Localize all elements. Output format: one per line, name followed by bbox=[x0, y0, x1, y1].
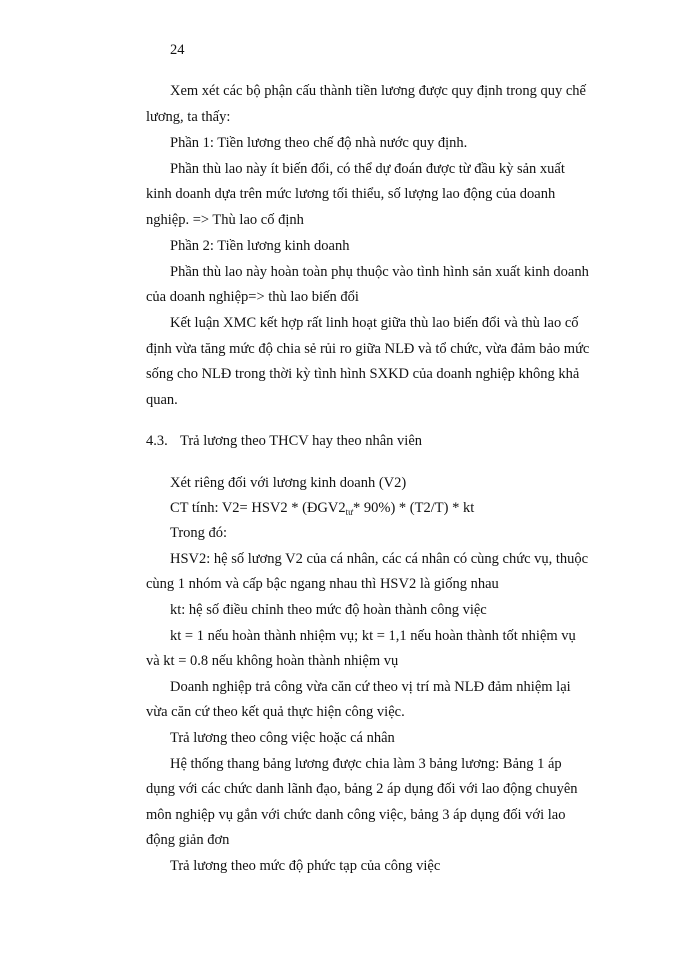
paragraph-line: cùng 1 nhóm và cấp bậc ngang nhau thì HSV2 là giống nhau bbox=[146, 576, 499, 592]
paragraph-line: Phần thù lao này hoàn toàn phụ thuộc vào tình hình sản xuất kinh doanh bbox=[170, 264, 589, 280]
formula-subscript: tư bbox=[345, 507, 354, 517]
paragraph-line: động giản đơn bbox=[146, 832, 230, 848]
paragraph-line: Doanh nghiệp trả công vừa căn cứ theo vị trí mà NLĐ đảm nhiệm lại bbox=[170, 679, 571, 695]
paragraph-line: vừa căn cứ theo kết quả thực hiện công việc. bbox=[146, 704, 405, 720]
paragraph-line: sống cho NLĐ trong thời kỳ tình hình SXKD của doanh nghiệp không khả bbox=[146, 366, 580, 382]
paragraph-line: của doanh nghiệp=> thù lao biến đổi bbox=[146, 289, 359, 305]
paragraph-line: kt: hệ số điều chỉnh theo mức độ hoàn thành công việc bbox=[170, 602, 487, 618]
paragraph-line: kinh doanh dựa trên mức lương tối thiểu, số lượng lao động của doanh bbox=[146, 186, 556, 202]
paragraph-line: môn nghiệp vụ gắn với chức danh công việc, bảng 3 áp dụng đối với lao bbox=[146, 807, 566, 823]
paragraph-line: Xét riêng đối với lương kinh doanh (V2) bbox=[170, 475, 407, 491]
paragraph-line: Xem xét các bộ phận cấu thành tiền lương được quy định trong quy chế bbox=[170, 83, 586, 99]
formula-prefix: CT tính: V2= HSV2 * (ĐGV2 bbox=[170, 500, 346, 516]
paragraph-line: lương, ta thấy: bbox=[146, 109, 231, 125]
paragraph-line: Hệ thống thang bảng lương được chia làm 3 bảng lương: Bảng 1 áp bbox=[170, 756, 562, 772]
paragraph-line: nghiệp. => Thù lao cố định bbox=[146, 212, 304, 228]
section-title: Trả lương theo THCV hay theo nhân viên bbox=[180, 433, 423, 449]
paragraph-line: quan. bbox=[146, 392, 178, 408]
page-number: 24 bbox=[170, 42, 185, 58]
paragraph-line: kt = 1 nếu hoàn thành nhiệm vụ; kt = 1,1 nếu hoàn thành tốt nhiệm vụ bbox=[170, 628, 576, 644]
part-2-heading: Phần 2: Tiền lương kinh doanh bbox=[170, 238, 350, 254]
sub-heading: Trả lương theo công việc hoặc cá nhân bbox=[170, 730, 395, 746]
paragraph-line: dụng với các chức danh lãnh đạo, bảng 2 áp dụng đối với lao động chuyên bbox=[146, 781, 578, 797]
paragraph-line: Kết luận XMC kết hợp rất linh hoạt giữa thù lao biến đổi và thù lao cố bbox=[170, 315, 579, 331]
paragraph-line: HSV2: hệ số lương V2 của cá nhân, các cá nhân có cùng chức vụ, thuộc bbox=[170, 551, 589, 567]
paragraph-line: và kt = 0.8 nếu không hoàn thành nhiệm vụ bbox=[146, 653, 399, 669]
paragraph-line: định vừa tăng mức độ chia sẻ rủi ro giữa NLĐ và tổ chức, vừa đảm bảo mức bbox=[146, 341, 590, 357]
paragraph-line: Phần thù lao này ít biến đổi, có thể dự đoán được từ đầu kỳ sản xuất bbox=[170, 161, 565, 177]
sub-heading: Trả lương theo mức độ phức tạp của công việc bbox=[170, 858, 441, 874]
part-1-heading: Phần 1: Tiền lương theo chế độ nhà nước quy định. bbox=[170, 135, 468, 151]
formula-line bbox=[170, 498, 474, 522]
paragraph-line: Trong đó: bbox=[170, 525, 228, 541]
formula-suffix: * 90%) * (T2/T) * kt bbox=[353, 500, 475, 516]
section-number: 4.3. bbox=[146, 433, 168, 449]
